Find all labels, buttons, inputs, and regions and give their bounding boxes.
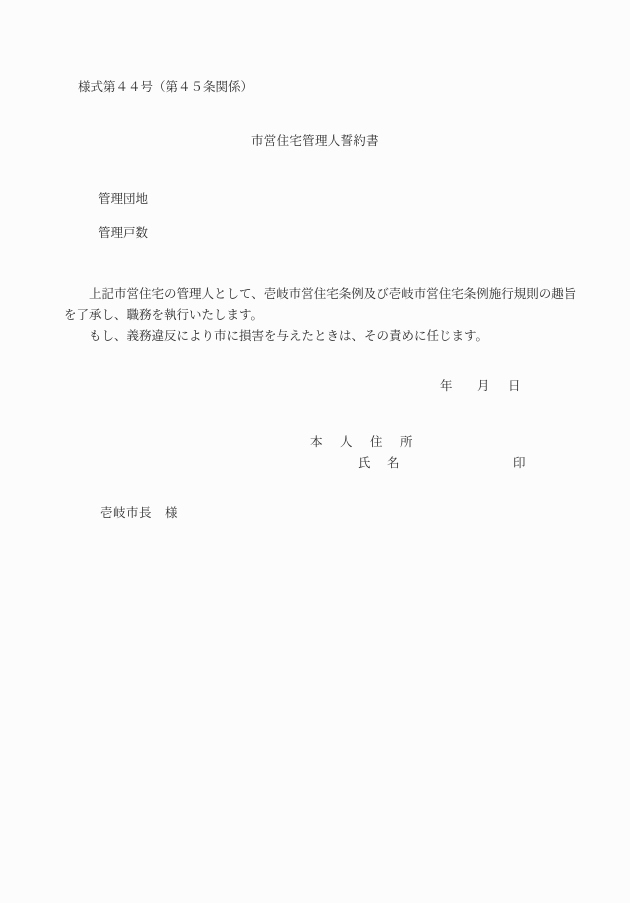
- pledge-body-line-2: を了承し、職務を執行いたします。: [64, 308, 264, 322]
- signer-address-label: 本 人 住 所: [310, 435, 416, 449]
- signer-name-label: 氏 名: [358, 456, 402, 470]
- managed-units-label: 管理戸数: [98, 226, 149, 240]
- pledge-body: [64, 284, 604, 347]
- seal-label: 印: [513, 456, 526, 470]
- date-line: [0, 379, 630, 395]
- date-month-label: 月: [477, 379, 490, 393]
- form-number: 様式第４４号（第４５条関係）: [78, 80, 254, 94]
- date-day-label: 日: [508, 379, 521, 393]
- addressee: 壱岐市長 様: [100, 506, 179, 520]
- pledge-body-line-3: もし、義務違反により市に損害を与えたときは、その責めに任じます。: [89, 329, 489, 343]
- pledge-body-line-1: 上記市営住宅の管理人として、壱岐市営住宅条例及び壱岐市営住宅条例施行規則の趣旨: [89, 287, 577, 301]
- managed-complex-label: 管理団地: [98, 192, 149, 206]
- date-year-label: 年: [440, 379, 453, 393]
- document-title: 市営住宅管理人誓約書: [250, 134, 379, 148]
